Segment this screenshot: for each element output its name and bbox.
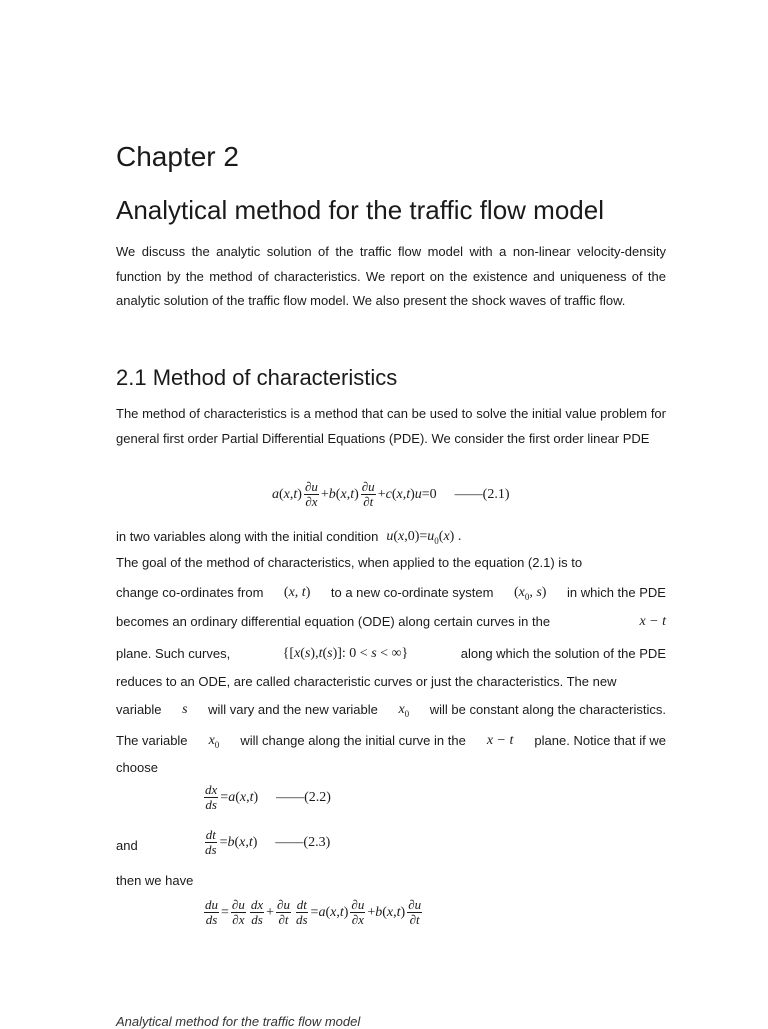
goal-line-4: plane. Such curves, {[x(s),t(s)]: 0 < s < ∞} along which the solution of the PDE bbox=[116, 646, 666, 661]
section-heading: 2.1 Method of characteristics bbox=[116, 365, 398, 390]
goal-line-1: The goal of the method of characteristics, when applied to the equation (2.1) is to bbox=[116, 555, 583, 570]
goal-line-7: The variable $x_0$ will change along the initial curve in the x − t plane. Notice that if we bbox=[116, 733, 666, 750]
section-paragraph: The method of characteristics is a method that can be used to solve the initial value problem for general first order Partial Differential Equations (PDE). We consider the first order linear PDE bbox=[116, 406, 666, 446]
and-text: and bbox=[116, 838, 138, 853]
goal-line-5: reduces to an ODE, are called characteristic curves or just the characteristics. The new bbox=[116, 674, 617, 689]
chapter-heading: Chapter 2 bbox=[116, 141, 239, 172]
equation-2-2-label: ––––(2.2) bbox=[276, 789, 331, 805]
chapter-title: Analytical method for the traffic flow model bbox=[116, 195, 604, 225]
then-text: then we have bbox=[116, 873, 194, 888]
equation-2-3: $\frac{dt}{ds}$ = b ( x , t ) ––––(2.3) bbox=[205, 827, 331, 857]
goal-line-2: change co-ordinates from (x, t) to a new co-ordinate system ($x_0$, s) in which the PDE bbox=[116, 585, 666, 602]
goal-line-6: variable s will vary and the new variable $x_0$ will be constant along the characteristics. bbox=[116, 702, 666, 719]
running-footer: Analytical method for the traffic flow model bbox=[116, 1014, 361, 1029]
initial-condition-math: $u(x,0)=u_0(x)$ . bbox=[386, 529, 462, 546]
equation-2-3-label: ––––(2.3) bbox=[275, 834, 331, 850]
equation-chain-rule: $\frac{du}{ds}$ = $\frac{\partial u}{\partial x}$ $\frac{dx}{ds}$ + $\frac{\partial u}{\partial t}$ $\frac{dt}{ds}$ = a ( x , t ) $\frac{\partial u}{\partial x}$ + b ( x , t ) $\frac{\partial u}{\partial t}$ bbox=[205, 897, 422, 927]
equation-2-1: a ( x , t ) $\frac{\partial u}{\partial x}$ + b ( x , t ) $\frac{\partial u}{\partial t}$ + c ( x , t ) u =0 ––––(2.1) bbox=[272, 479, 510, 509]
equation-2-2: $\frac{dx}{ds}$ = a ( x , t ) ––––(2.2) bbox=[205, 782, 331, 812]
choose-text: choose bbox=[116, 760, 158, 775]
equation-2-1-label: ––––(2.1) bbox=[454, 486, 510, 502]
goal-line-3: becomes an ordinary differential equation (ODE) along certain curves in the x − t bbox=[116, 614, 666, 629]
initial-condition-line: in two variables along with the initial condition $u(x,0)=u_0(x)$ . bbox=[116, 522, 666, 556]
intro-paragraph: We discuss the analytic solution of the traffic flow model with a non-linear velocity-density function by the method of characteristics. We report on the existence and uniqueness of the analytic solution of the traffic flow model. We also present the shock waves of traffic flow. bbox=[116, 244, 666, 309]
